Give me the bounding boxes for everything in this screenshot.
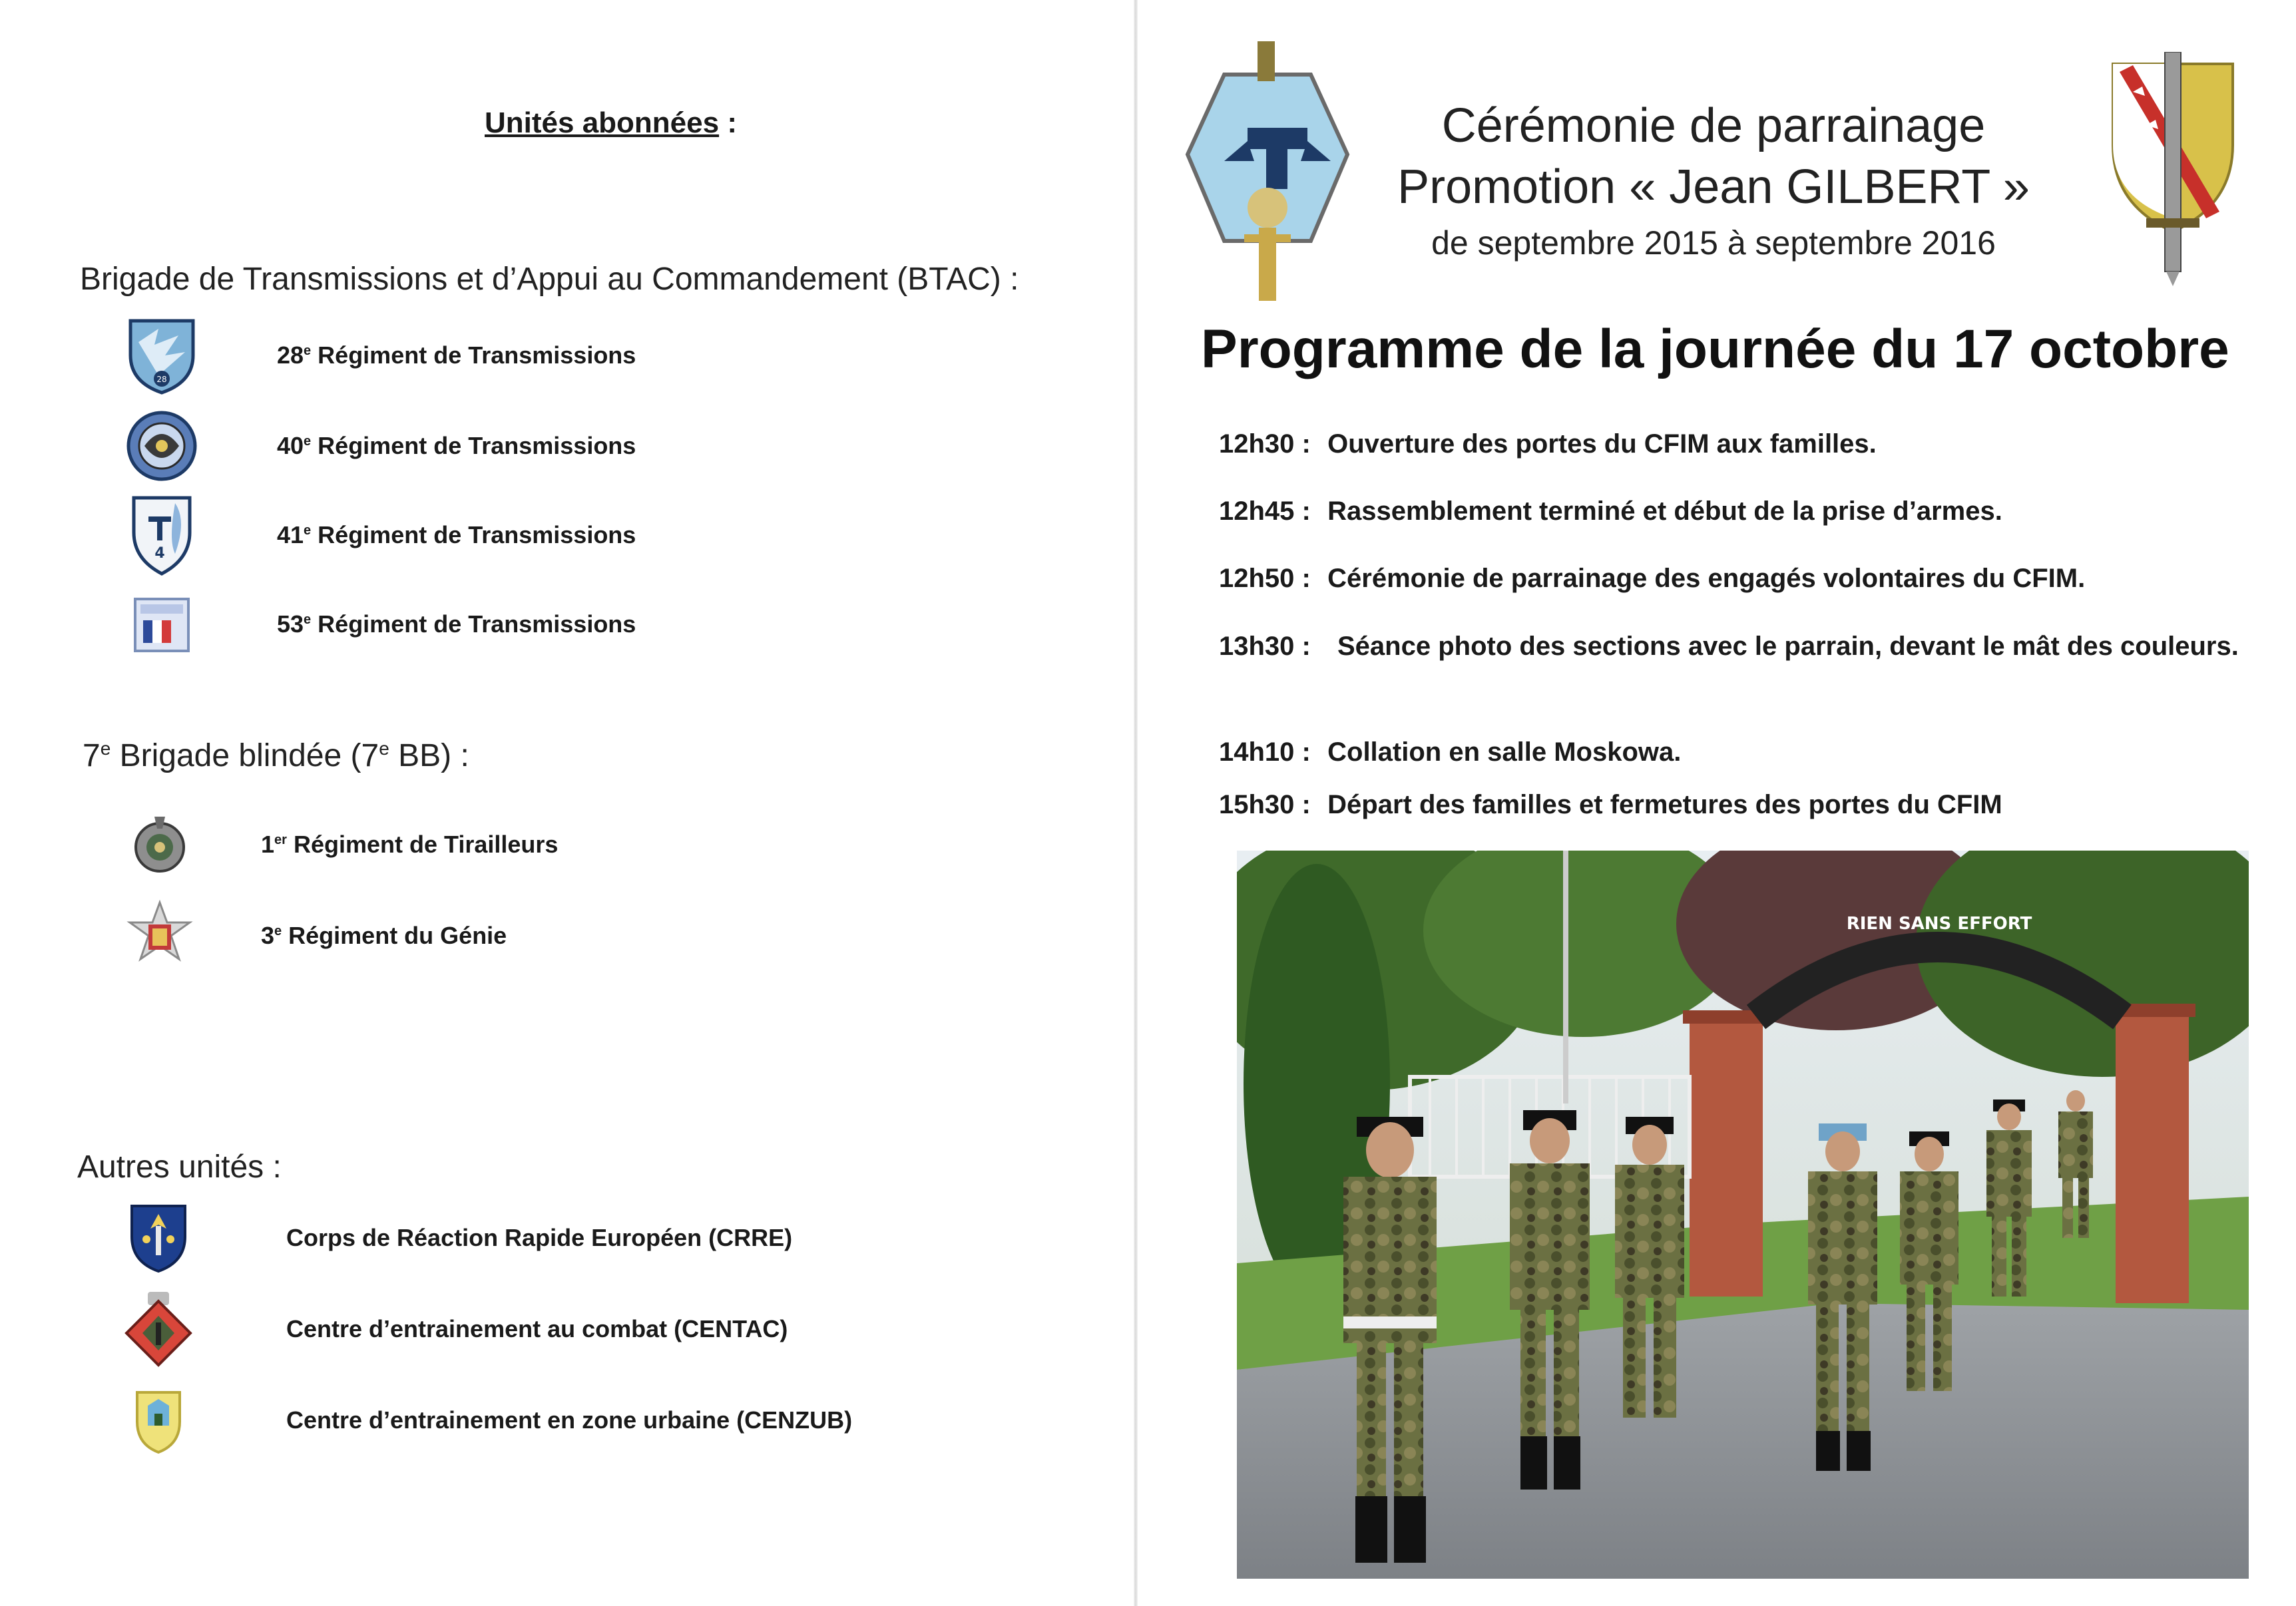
svg-text:4: 4 [154, 545, 165, 562]
schedule-item [1219, 561, 2277, 596]
schedule-item [1219, 494, 2277, 529]
schedule-time: 14h10 : [1219, 737, 1311, 767]
unit-row [118, 1289, 788, 1369]
schedule-text: Ouverture des portes du CFIM aux familles. [1327, 429, 1877, 459]
ceremony-dates: de septembre 2015 à septembre 2016 [1431, 224, 1996, 262]
unit-row [118, 1198, 793, 1278]
schedule-time: 12h45 : [1219, 497, 1311, 526]
unit-label: 1er Régiment de Tirailleurs [261, 831, 559, 858]
regiment-40-insignia-icon [122, 406, 202, 486]
unit-label: 53e Régiment de Transmissions [277, 610, 636, 638]
unit-row [122, 406, 636, 486]
unit-row [120, 896, 507, 976]
tirailleurs-insignia-icon [120, 805, 200, 885]
unit-label: 3e Régiment du Génie [261, 922, 507, 949]
unit-row [120, 805, 559, 885]
cenzub-insignia-icon [118, 1380, 198, 1460]
right-page [1138, 0, 2296, 1606]
subscribed-units-suffix: : [719, 106, 737, 139]
regiment-41-insignia-icon [122, 495, 202, 575]
schedule-text: Rassemblement terminé et début de la prise d’armes. [1327, 497, 2002, 526]
parade-photo [1237, 851, 2249, 1579]
regiment-28-insignia-icon [122, 315, 202, 395]
ceremony-title: Cérémonie de parrainage [1441, 99, 1986, 152]
schedule-time: 12h50 : [1219, 564, 1311, 593]
crre-insignia-icon [118, 1198, 198, 1278]
schedule-item [1219, 787, 2277, 823]
btac-title: Brigade de Transmissions et d’Appui au Commandement (BTAC) : [80, 262, 1019, 297]
unit-row [122, 584, 636, 664]
schedule-text: Cérémonie de parrainage des engagés volontaires du CFIM. [1327, 564, 2086, 593]
unit-row [122, 315, 636, 395]
bb7-title: 7e Brigade blindée (7e BB) : [83, 738, 469, 773]
subscribed-units-title: Unités abonnées [485, 106, 720, 139]
programme-title: Programme de la journée du 17 octobre [1201, 319, 2229, 379]
unit-label: Centre d’entrainement au combat (CENTAC) [286, 1315, 788, 1342]
schedule-item [1219, 629, 2277, 664]
schedule-text: Collation en salle Moskowa. [1327, 737, 1682, 767]
other-units-title: Autres unités : [77, 1149, 282, 1185]
unit-row [122, 495, 636, 575]
arch-text: RIEN SANS EFFORT [1846, 914, 2032, 934]
unit-label: 28e Régiment de Transmissions [277, 341, 636, 369]
subscribed-units-heading [485, 106, 737, 140]
unit-row [118, 1380, 853, 1460]
schedule-text: Séance photo des sections avec le parrain, devant le mât des couleurs. [1337, 632, 2239, 661]
sword-shield-crest-icon [2106, 52, 2239, 290]
schedule-item [1219, 427, 2277, 462]
unit-label: 41e Régiment de Transmissions [277, 521, 636, 548]
svg-text:28: 28 [156, 375, 167, 384]
cfim-crest-icon [1184, 41, 1351, 311]
promotion-title: Promotion « Jean GILBERT » [1397, 160, 2030, 214]
schedule-text: Départ des familles et fermetures des portes du CFIM [1327, 790, 2002, 819]
schedule-time: 12h30 : [1219, 429, 1311, 459]
genie-insignia-icon [120, 896, 200, 976]
centac-insignia-icon [118, 1289, 198, 1369]
schedule-time: 15h30 : [1219, 790, 1311, 819]
schedule-item [1219, 735, 2277, 770]
regiment-53-insignia-icon [122, 584, 202, 664]
unit-label: Centre d’entrainement en zone urbaine (CENZUB) [286, 1406, 853, 1434]
unit-label: 40e Régiment de Transmissions [277, 432, 636, 459]
left-page [0, 0, 1135, 1606]
schedule-time: 13h30 : [1219, 632, 1311, 661]
unit-label: Corps de Réaction Rapide Européen (CRRE) [286, 1224, 793, 1251]
